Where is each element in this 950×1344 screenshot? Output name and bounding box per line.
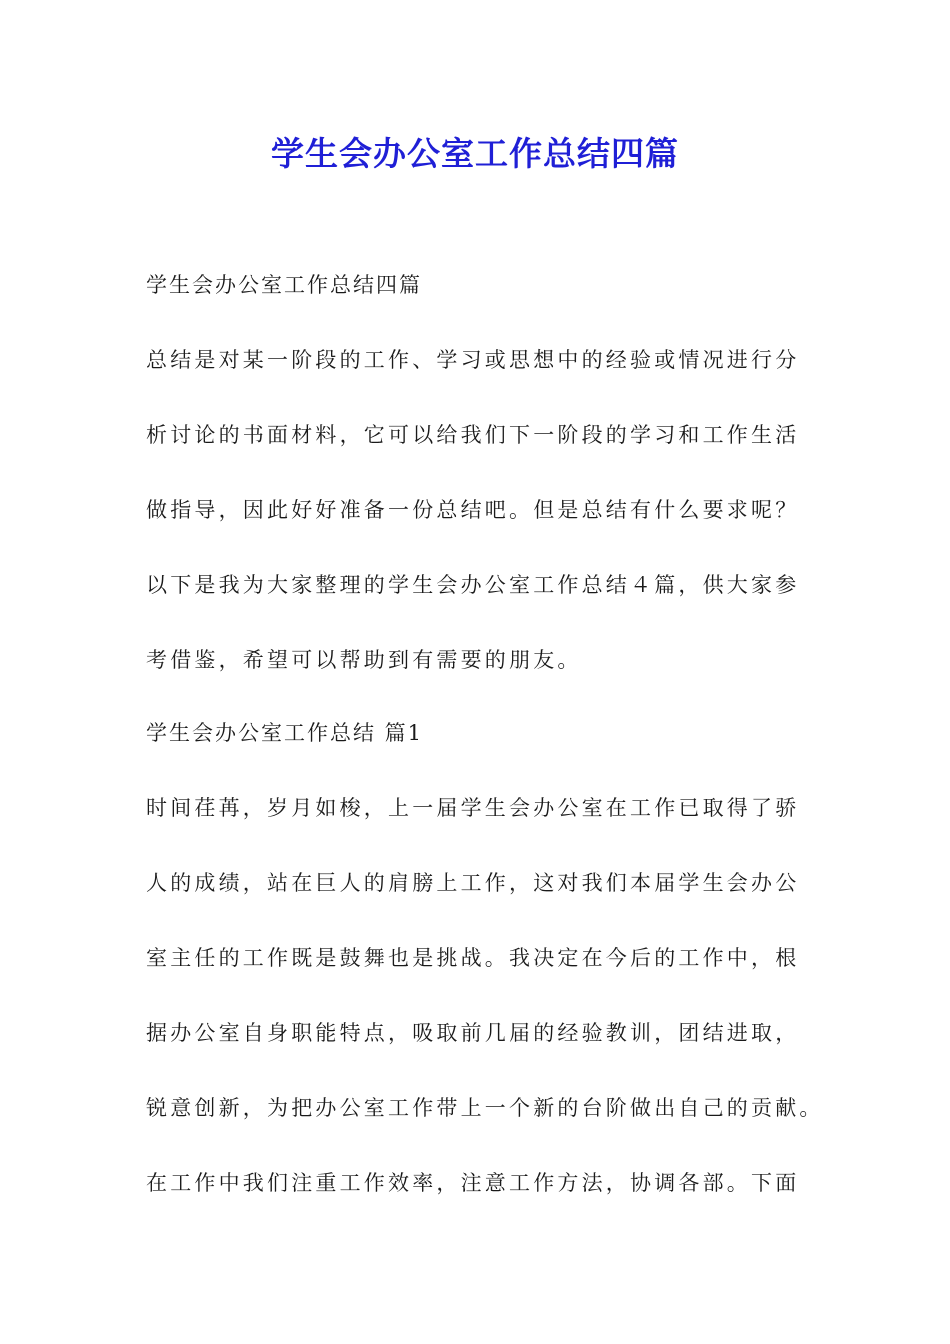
paragraph-line: 时间荏苒，岁月如梭，上一届学生会办公室在工作已取得了骄 [146, 796, 800, 820]
paragraph-line: 总结是对某一阶段的工作、学习或思想中的经验或情况进行分 [146, 348, 800, 372]
paragraph-line: 室主任的工作既是鼓舞也是挑战。我决定在今后的工作中，根 [146, 946, 800, 970]
subtitle-line: 学生会办公室工作总结四篇 [146, 273, 422, 297]
paragraph-line: 以下是我为大家整理的学生会办公室工作总结４篇，供大家参 [146, 573, 800, 597]
paragraph-line: 人的成绩，站在巨人的肩膀上工作，这对我们本届学生会办公 [146, 871, 800, 895]
paragraph-line: 锐意创新，为把办公室工作带上一个新的台阶做出自己的贡献。 [146, 1096, 824, 1120]
paragraph-line: 析讨论的书面材料，它可以给我们下一阶段的学习和工作生活 [146, 423, 800, 447]
paragraph-line: 在工作中我们注重工作效率，注意工作方法，协调各部。下面 [146, 1171, 800, 1195]
paragraph-line: 做指导，因此好好准备一份总结吧。但是总结有什么要求呢？ [146, 498, 800, 522]
paragraph-line: 据办公室自身职能特点，吸取前几届的经验教训，团结进取， [146, 1021, 800, 1045]
section-heading: 学生会办公室工作总结 篇1 [146, 721, 424, 745]
document-title: 学生会办公室工作总结四篇 [271, 134, 679, 173]
paragraph-line: 考借鉴，希望可以帮助到有需要的朋友。 [146, 648, 582, 672]
